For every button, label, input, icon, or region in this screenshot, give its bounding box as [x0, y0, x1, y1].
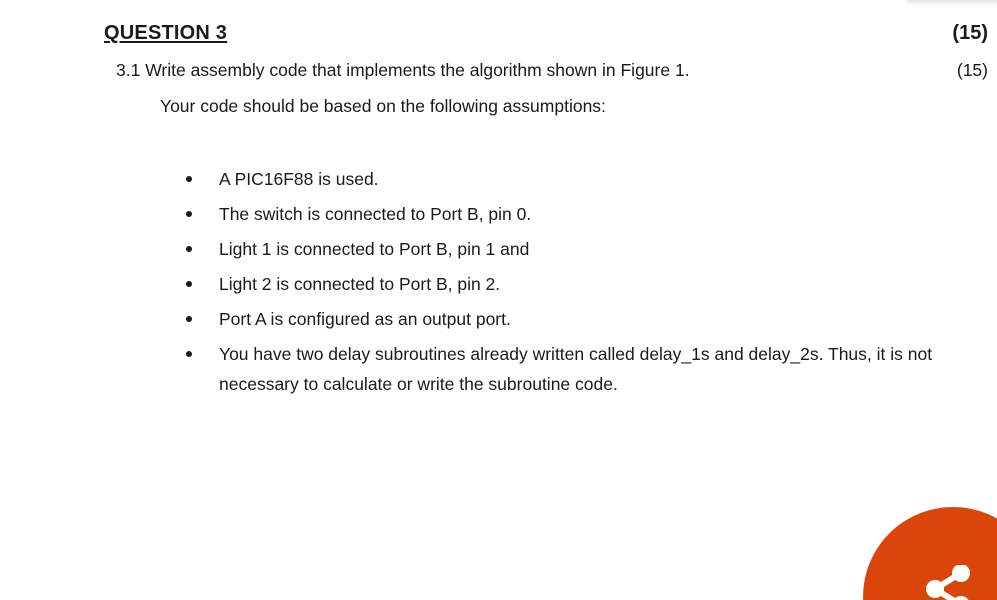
bullet-icon — [186, 246, 192, 252]
assumptions-list — [186, 164, 986, 404]
top-shadow-strip — [907, 0, 997, 6]
assumption-item — [186, 199, 986, 229]
assumption-text: A PIC16F88 is used. — [219, 169, 379, 189]
assumption-text: Light 2 is connected to Port B, pin 2. — [219, 274, 501, 294]
assumption-item — [186, 234, 986, 264]
assumption-item — [186, 304, 986, 334]
assumption-text: The switch is connected to Port B, pin 0. — [219, 204, 532, 224]
bullet-icon — [186, 351, 192, 357]
subquestion-marks: (15) — [956, 60, 988, 80]
assumption-text: Light 1 is connected to Port B, pin 1 and — [219, 239, 530, 259]
subquestion-text: 3.1 Write assembly code that implements the algorithm shown in Figure 1. — [116, 60, 690, 80]
assumption-item — [186, 164, 986, 194]
bullet-icon — [186, 211, 192, 217]
assumption-item — [186, 269, 986, 299]
assumptions-intro: Your code should be based on the following assumptions: — [160, 96, 606, 116]
share-icon — [921, 565, 981, 600]
share-button[interactable] — [863, 507, 997, 600]
assumption-text: You have two delay subroutines already written called delay_1s and delay_2s. Thus, it is not necessary to calculate or write the subroutine code. — [219, 344, 933, 394]
question-heading: QUESTION 3 — [104, 22, 228, 44]
assumption-text: Port A is configured as an output port. — [219, 309, 511, 329]
question-marks: (15) — [952, 22, 988, 44]
assumption-item — [186, 339, 986, 399]
bullet-icon — [186, 281, 192, 287]
bullet-icon — [186, 316, 192, 322]
bullet-icon — [186, 176, 192, 182]
